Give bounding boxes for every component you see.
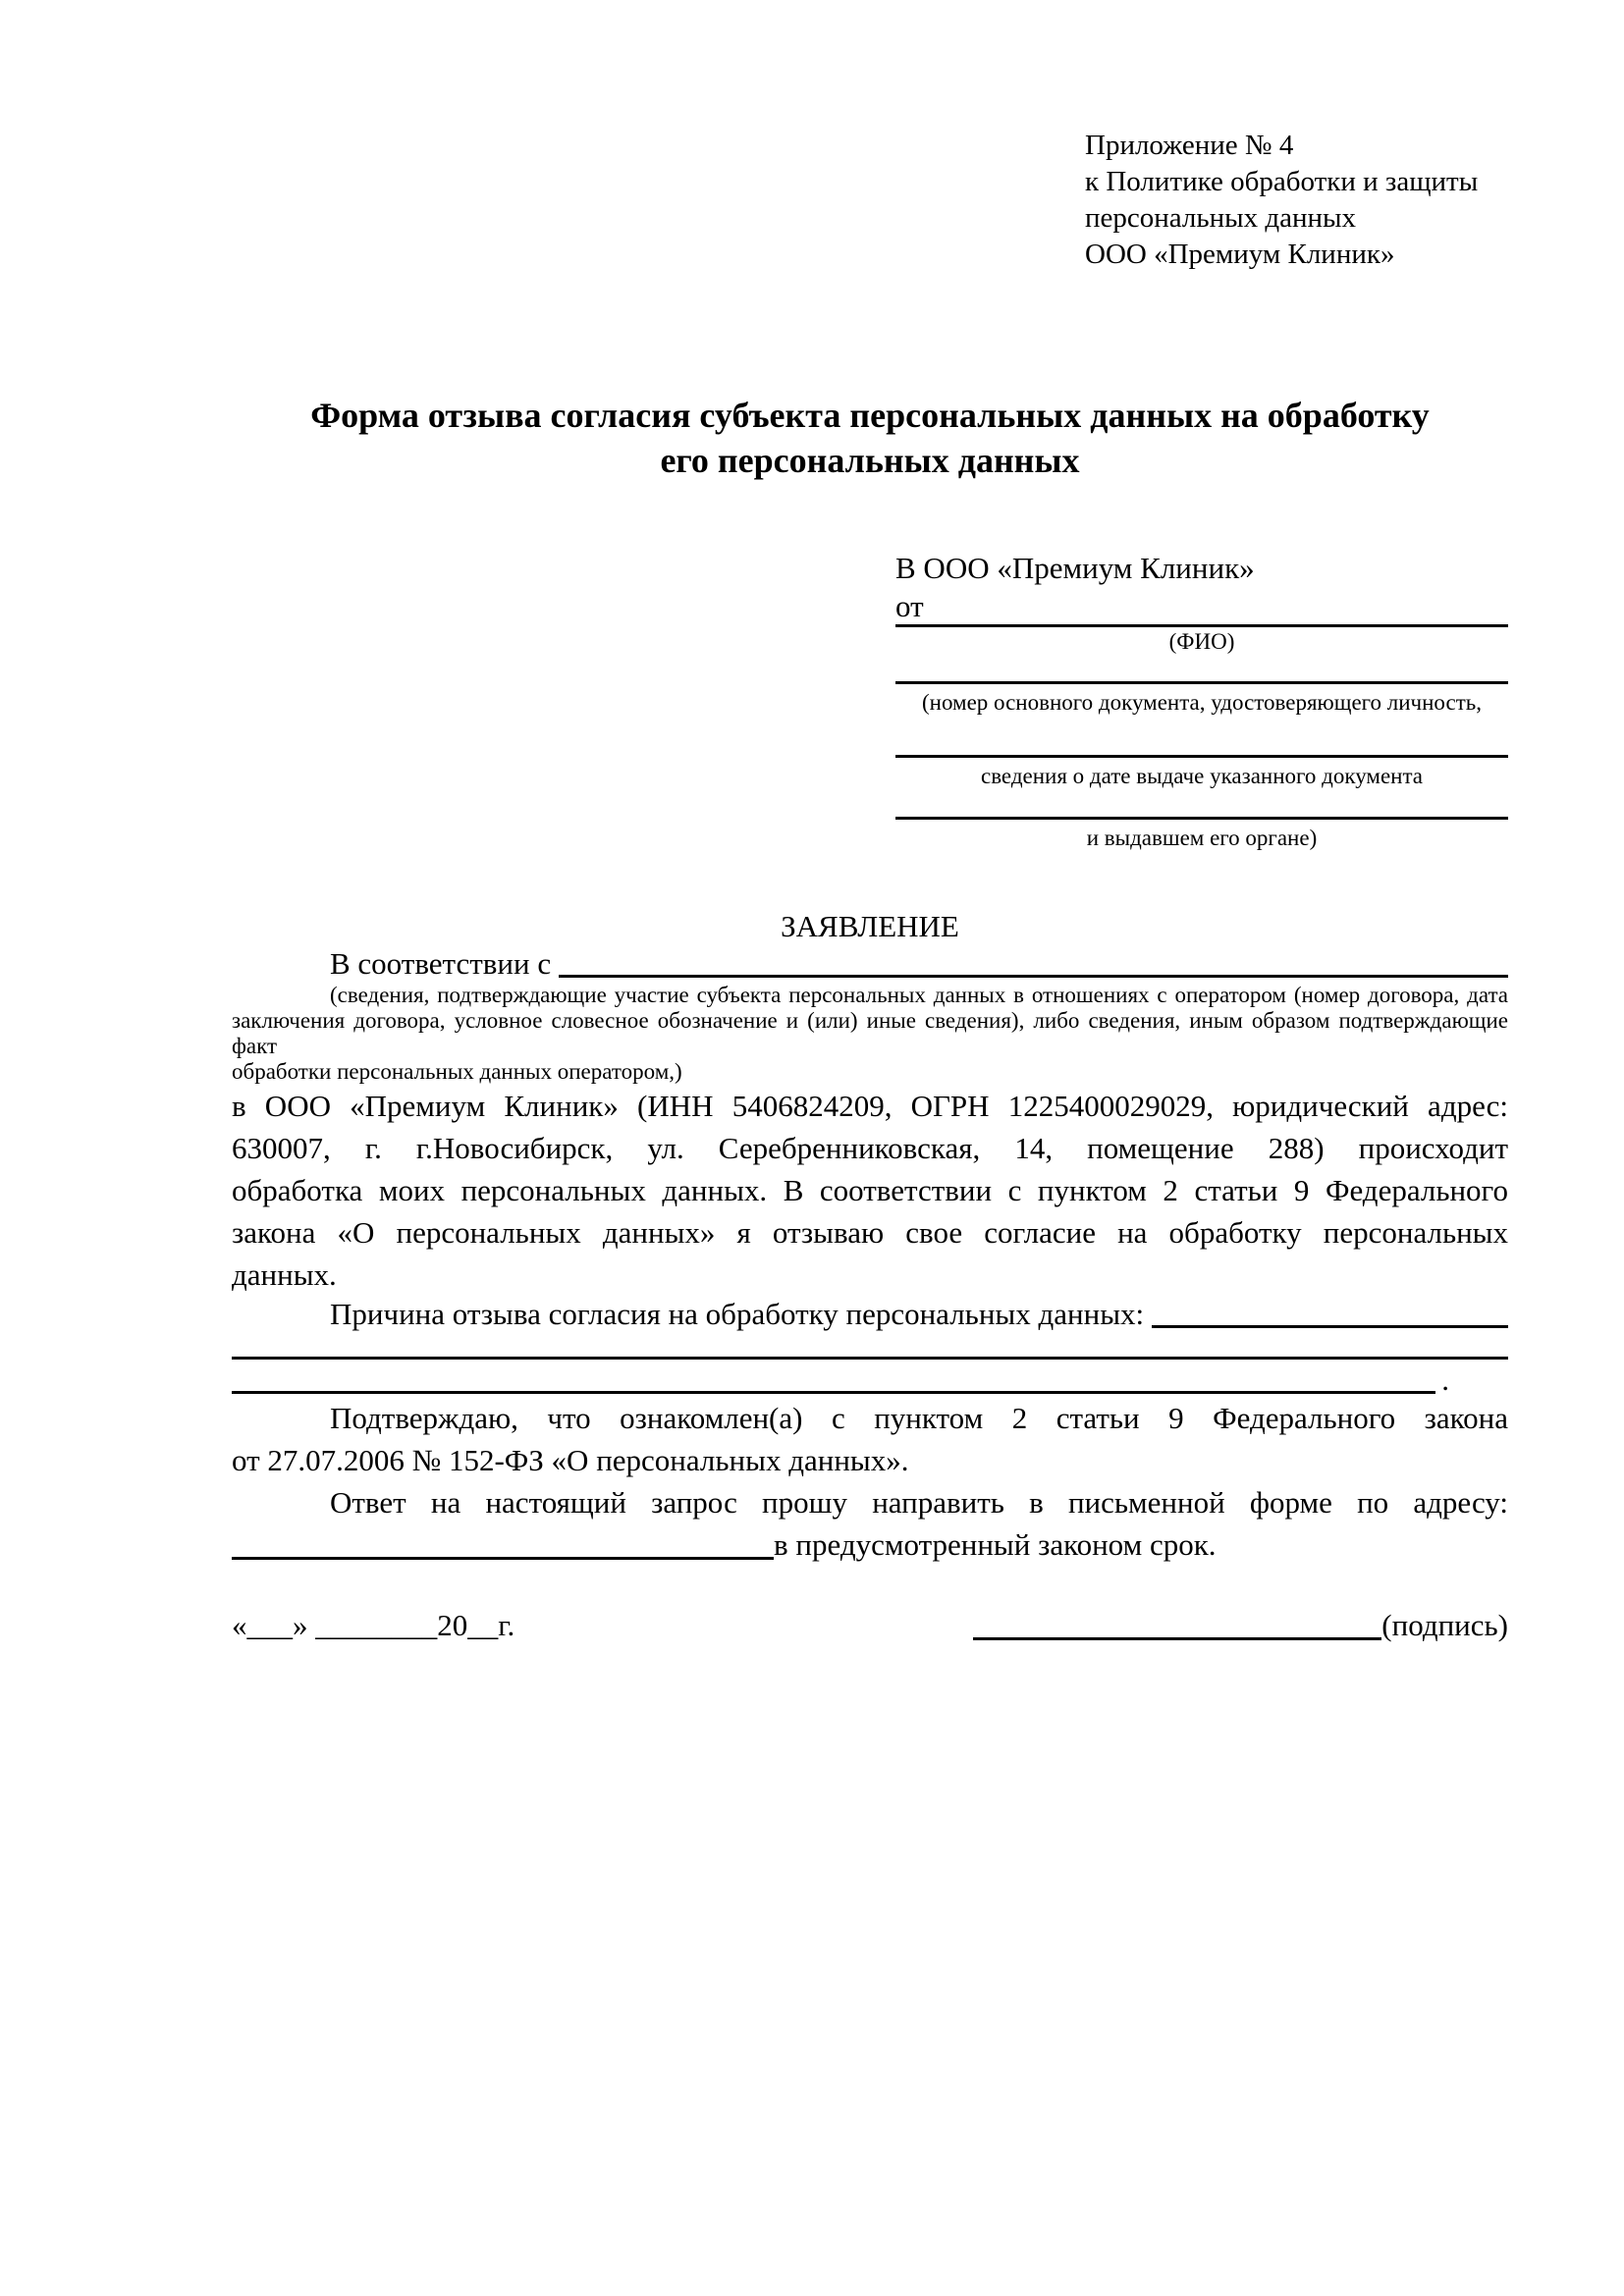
signature-group [973,1605,1508,1646]
confirmation-line: от 27.07.2006 № 152-ФЗ «О персональных данных». [232,1443,909,1477]
signature-blank-line [973,1637,1381,1640]
issue-date-caption: сведения о дате выдаче указанного документа [980,764,1424,788]
signature-caption: (подпись) [1381,1608,1508,1642]
main-paragraph-line: данных. [232,1257,337,1292]
appendix-note-line: ООО «Премиум Клиник» [1085,239,1395,270]
blank-line-terminator: . [1441,1362,1449,1397]
fine-print-line: обработки персональных данных оператором,) [232,1059,682,1084]
document-title-line: Форма отзыва согласия субъекта персональных данных на обработку [310,396,1430,435]
main-paragraph-line: обработка моих персональных данных. В соответствии с пунктом 2 статьи 9 Федерального [232,1173,1508,1207]
confirmation-line: Подтверждаю, что ознакомлен(а) с пунктом 2 статьи 9 Федерального закона [330,1401,1508,1435]
document-number-caption: (номер основного документа, удостоверяющего личность, [921,690,1482,715]
reason-blank-line-3-rule [232,1391,1435,1394]
reason-blank-line-2 [232,1333,1508,1360]
intro-blank-line [559,975,1508,978]
appendix-note-line: к Политике обработки и защиты [1085,166,1479,197]
reason-blank-line [1152,1325,1508,1328]
main-paragraph-line: в ООО «Премиум Клиник» (ИНН 5406824209, ОГРН 1225400029029, юридический адрес: [232,1089,1508,1123]
intro-prefix: В соответствии с [330,946,552,981]
document-title [232,393,1508,483]
fine-print-line: заключения договора, условное словесное обозначение и (или) иные сведения), либо сведения, иным образом подтверждающие факт [232,1008,1508,1058]
fine-print-line: (сведения, подтверждающие участие субъекта персональных данных в отношениях с оператором (номер договора, дата [330,983,1508,1007]
issuing-authority-caption: и выдавшем его органе) [1086,826,1318,850]
reply-request-line: Ответ на настоящий запрос прошу направить в письменной форме по адресу: [330,1485,1508,1520]
reason-blank-line-3 [232,1360,1508,1397]
document-title-line: его персональных данных [660,441,1080,480]
addressee-from-label: от [895,589,1508,627]
fine-print-note [232,983,1508,1085]
appendix-note [1085,128,1508,273]
reason-label: Причина отзыва согласия на обработку персональных данных: [330,1297,1145,1331]
confirmation-paragraph [232,1397,1508,1481]
reason-line [232,1296,1508,1333]
fio-caption: (ФИО) [1168,629,1235,654]
main-paragraph-line: закона «О персональных данных» я отзываю свое согласие на обработку персональных [232,1215,1508,1250]
reply-address-line [232,1523,1508,1566]
appendix-note-line: Приложение № 4 [1085,130,1294,161]
issue-date-blank-line [895,718,1508,758]
statement-heading: ЗАЯВЛЕНИЕ [781,909,959,943]
intro-line [232,945,1508,983]
document-number-blank-line [895,657,1508,684]
main-paragraph-line: 630007, г. г.Новосибирск, ул. Серебренниковская, 14, помещение 288) происходит [232,1131,1508,1165]
address-blank-line [232,1557,774,1560]
date-signature-row [232,1605,1508,1646]
reply-paragraph [232,1481,1508,1566]
appendix-note-line: персональных данных [1085,202,1357,234]
reply-suffix: в предусмотренный законом срок. [774,1527,1217,1562]
addressee-organization: В ООО «Премиум Клиник» [895,551,1255,585]
date-blank: «___» ________20__г. [232,1608,515,1642]
issuing-authority-blank-line [895,791,1508,820]
main-paragraph [232,1085,1508,1296]
addressee-block [895,548,1508,853]
